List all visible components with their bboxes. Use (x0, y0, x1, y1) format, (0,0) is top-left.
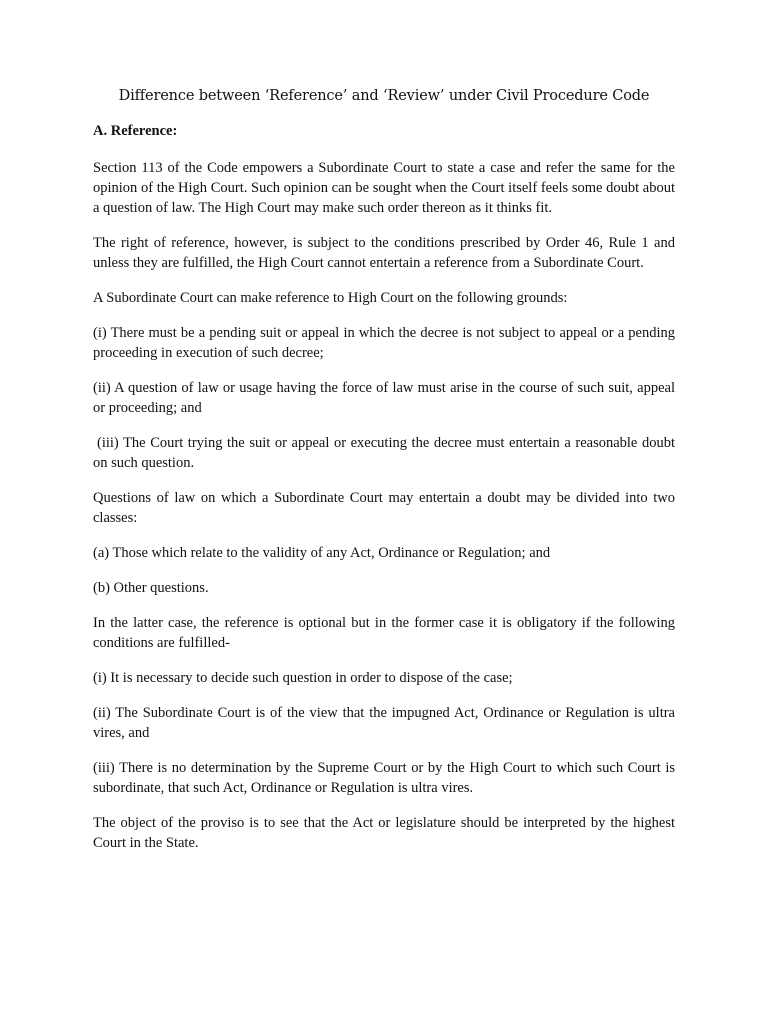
paragraph-class-b: (b) Other questions. (93, 580, 209, 596)
paragraph-grounds-intro: A Subordinate Court can make reference to High Court on the following grounds: (93, 290, 568, 306)
paragraph-object-of-proviso: The object of the proviso is to see that the Act or legislature should be interpreted by the highest Court in the State. (93, 815, 675, 851)
document-title: Difference between ‘Reference’ and ‘Review’ under Civil Procedure Code (118, 88, 650, 104)
paragraph-condition-i: (i) It is necessary to decide such question in order to dispose of the case; (93, 670, 513, 686)
paragraph-ground-i: (i) There must be a pending suit or appeal in which the decree is not subject to appeal or a pending proceeding in execution of such decree; (93, 325, 675, 361)
paragraph-right-of-reference: The right of reference, however, is subject to the conditions prescribed by Order 46, Rule 1 and unless they are fulfilled, the High Court cannot entertain a reference from a Subordinate Court. (93, 235, 675, 271)
paragraph-class-a: (a) Those which relate to the validity of any Act, Ordinance or Regulation; and (93, 545, 551, 561)
paragraph-ground-iii: (iii) The Court trying the suit or appeal or executing the decree must entertain a reasonable doubt on such question. (93, 435, 675, 471)
section-heading-reference: A. Reference: (93, 123, 178, 139)
paragraph-condition-ii: (ii) The Subordinate Court is of the view that the impugned Act, Ordinance or Regulation is ultra vires, and (93, 705, 675, 741)
paragraph-ground-ii: (ii) A question of law or usage having the force of law must arise in the course of such suit, appeal or proceeding; and (93, 380, 675, 416)
paragraph-latter-case: In the latter case, the reference is optional but in the former case it is obligatory if the following conditions are fulfilled- (93, 615, 675, 651)
paragraph-condition-iii: (iii) There is no determination by the Supreme Court or by the High Court to which such Court is subordinate, that such Act, Ordinance or Regulation is ultra vires. (93, 760, 675, 796)
paragraph-section-113: Section 113 of the Code empowers a Subordinate Court to state a case and refer the same for the opinion of the High Court. Such opinion can be sought when the Court itself feels some doubt about a question of law. The High Court may make such order thereon as it thinks fit. (93, 160, 675, 216)
paragraph-classes-intro: Questions of law on which a Subordinate Court may entertain a doubt may be divided into two classes: (93, 490, 675, 526)
document-page (93, 88, 675, 853)
